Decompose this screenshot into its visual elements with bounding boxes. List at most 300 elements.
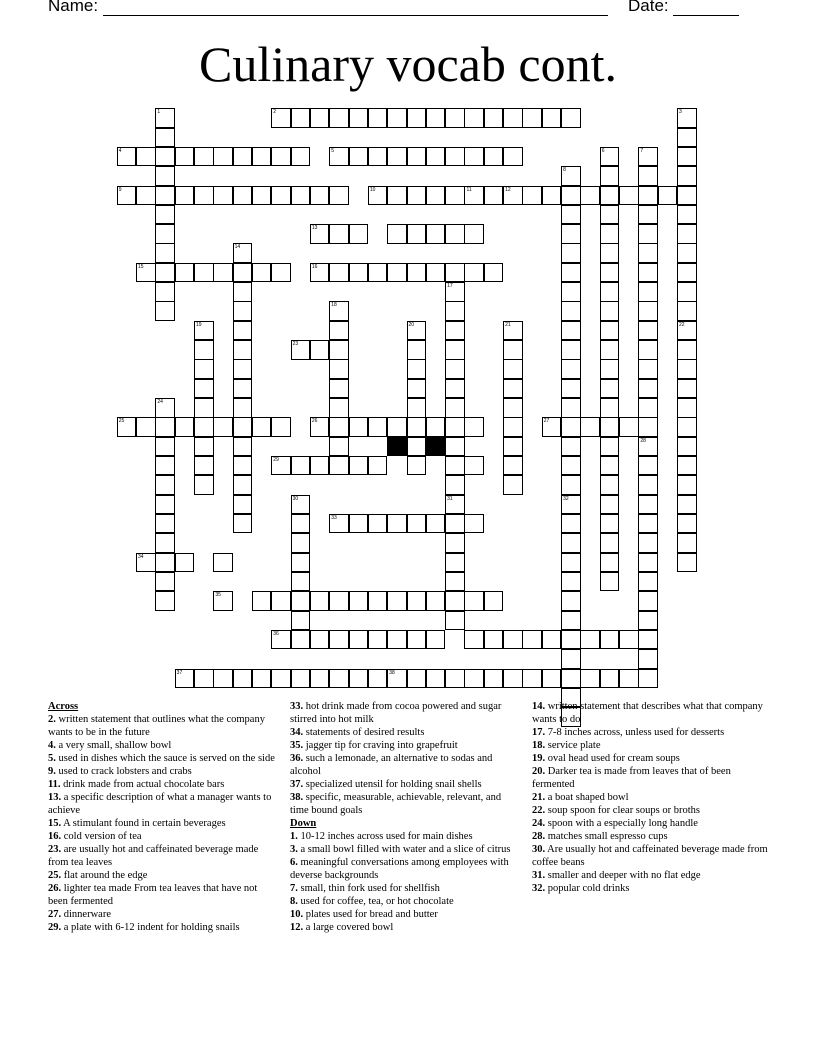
grid-cell[interactable]	[310, 108, 330, 128]
grid-cell[interactable]	[445, 495, 465, 515]
grid-cell[interactable]	[600, 495, 620, 515]
grid-cell[interactable]	[445, 263, 465, 283]
grid-cell[interactable]	[503, 147, 523, 167]
grid-cell[interactable]	[677, 224, 697, 244]
grid-cell[interactable]	[329, 263, 349, 283]
grid-cell[interactable]	[638, 533, 658, 553]
grid-cell[interactable]	[213, 263, 233, 283]
grid-cell[interactable]	[426, 263, 446, 283]
grid-cell[interactable]	[329, 108, 349, 128]
grid-cell[interactable]	[368, 669, 388, 689]
grid-cell[interactable]	[484, 630, 504, 650]
grid-cell[interactable]	[194, 417, 214, 437]
grid-cell[interactable]	[445, 224, 465, 244]
grid-cell[interactable]	[194, 669, 214, 689]
grid-cell[interactable]	[561, 417, 581, 437]
grid-cell[interactable]	[561, 166, 581, 186]
grid-cell[interactable]	[194, 263, 214, 283]
grid-cell[interactable]	[600, 456, 620, 476]
grid-cell[interactable]	[155, 417, 175, 437]
grid-cell[interactable]	[561, 630, 581, 650]
grid-cell[interactable]	[349, 224, 369, 244]
grid-cell[interactable]	[484, 108, 504, 128]
grid-cell[interactable]	[155, 514, 175, 534]
grid-cell[interactable]	[561, 669, 581, 689]
grid-cell[interactable]	[407, 186, 427, 206]
grid-cell[interactable]	[600, 553, 620, 573]
grid-cell[interactable]	[542, 108, 562, 128]
grid-cell[interactable]	[368, 591, 388, 611]
grid-cell[interactable]	[638, 282, 658, 302]
grid-cell[interactable]	[233, 417, 253, 437]
grid-cell[interactable]	[503, 359, 523, 379]
grid-cell[interactable]	[638, 301, 658, 321]
grid-cell[interactable]	[194, 398, 214, 418]
grid-cell[interactable]	[600, 630, 620, 650]
grid-cell[interactable]	[194, 359, 214, 379]
grid-cell[interactable]	[252, 186, 272, 206]
grid-cell[interactable]	[117, 186, 137, 206]
grid-cell[interactable]	[503, 456, 523, 476]
grid-cell[interactable]	[426, 591, 446, 611]
grid-cell[interactable]	[407, 263, 427, 283]
grid-cell[interactable]	[638, 205, 658, 225]
grid-cell[interactable]	[291, 186, 311, 206]
grid-cell[interactable]	[503, 108, 523, 128]
grid-cell[interactable]	[407, 359, 427, 379]
grid-cell[interactable]	[600, 186, 620, 206]
grid-cell[interactable]	[213, 669, 233, 689]
grid-cell[interactable]	[387, 224, 407, 244]
grid-cell[interactable]	[194, 147, 214, 167]
grid-cell[interactable]	[503, 669, 523, 689]
grid-cell[interactable]	[484, 669, 504, 689]
grid-cell[interactable]	[503, 630, 523, 650]
grid-cell[interactable]	[426, 630, 446, 650]
grid-cell[interactable]	[561, 572, 581, 592]
grid-cell[interactable]	[252, 417, 272, 437]
grid-cell[interactable]	[213, 417, 233, 437]
grid-cell[interactable]	[387, 591, 407, 611]
grid-cell[interactable]	[677, 340, 697, 360]
grid-cell[interactable]	[561, 108, 581, 128]
grid-cell[interactable]	[561, 301, 581, 321]
grid-cell[interactable]	[117, 417, 137, 437]
grid-cell[interactable]	[291, 572, 311, 592]
grid-cell[interactable]	[600, 166, 620, 186]
grid-cell[interactable]	[349, 456, 369, 476]
grid-cell[interactable]	[329, 591, 349, 611]
grid-cell[interactable]	[464, 514, 484, 534]
grid-cell[interactable]	[503, 475, 523, 495]
grid-cell[interactable]	[252, 147, 272, 167]
grid-cell[interactable]	[271, 417, 291, 437]
grid-cell[interactable]	[387, 108, 407, 128]
grid-cell[interactable]	[503, 398, 523, 418]
grid-cell[interactable]	[600, 301, 620, 321]
grid-cell[interactable]	[561, 475, 581, 495]
grid-cell[interactable]	[426, 417, 446, 437]
grid-cell[interactable]	[677, 301, 697, 321]
grid-cell[interactable]	[638, 340, 658, 360]
grid-cell[interactable]	[175, 417, 195, 437]
grid-cell[interactable]	[233, 398, 253, 418]
grid-cell[interactable]	[291, 456, 311, 476]
grid-cell[interactable]	[136, 417, 156, 437]
grid-cell[interactable]	[445, 147, 465, 167]
grid-cell[interactable]	[638, 514, 658, 534]
grid-cell[interactable]	[387, 417, 407, 437]
grid-cell[interactable]	[194, 475, 214, 495]
grid-cell[interactable]	[445, 611, 465, 631]
grid-cell[interactable]	[155, 224, 175, 244]
grid-cell[interactable]	[136, 263, 156, 283]
grid-cell[interactable]	[638, 649, 658, 669]
grid-cell[interactable]	[349, 591, 369, 611]
grid-cell[interactable]	[503, 379, 523, 399]
grid-cell[interactable]	[445, 572, 465, 592]
grid-cell[interactable]	[561, 398, 581, 418]
grid-cell[interactable]	[677, 398, 697, 418]
grid-cell[interactable]	[136, 147, 156, 167]
grid-cell[interactable]	[542, 186, 562, 206]
grid-cell[interactable]	[310, 340, 330, 360]
grid-cell[interactable]	[445, 398, 465, 418]
grid-cell[interactable]	[233, 456, 253, 476]
grid-cell[interactable]	[233, 669, 253, 689]
grid-cell[interactable]	[194, 321, 214, 341]
grid-cell[interactable]	[368, 108, 388, 128]
grid-cell[interactable]	[271, 186, 291, 206]
grid-cell[interactable]	[252, 669, 272, 689]
grid-cell[interactable]	[233, 379, 253, 399]
grid-cell[interactable]	[600, 224, 620, 244]
grid-cell[interactable]	[233, 147, 253, 167]
grid-cell[interactable]	[600, 321, 620, 341]
grid-cell[interactable]	[175, 669, 195, 689]
grid-cell[interactable]	[291, 533, 311, 553]
grid-cell[interactable]	[329, 224, 349, 244]
grid-cell[interactable]	[291, 669, 311, 689]
grid-cell[interactable]	[619, 186, 639, 206]
grid-cell[interactable]	[155, 456, 175, 476]
grid-cell[interactable]	[561, 340, 581, 360]
grid-cell[interactable]	[619, 417, 639, 437]
grid-cell[interactable]	[329, 437, 349, 457]
grid-cell[interactable]	[580, 630, 600, 650]
grid-cell[interactable]	[445, 379, 465, 399]
grid-cell[interactable]	[194, 340, 214, 360]
grid-cell[interactable]	[464, 263, 484, 283]
grid-cell[interactable]	[677, 514, 697, 534]
grid-cell[interactable]	[387, 147, 407, 167]
grid-cell[interactable]	[445, 186, 465, 206]
grid-cell[interactable]	[580, 669, 600, 689]
grid-cell[interactable]	[155, 243, 175, 263]
grid-cell[interactable]	[291, 495, 311, 515]
grid-cell[interactable]	[600, 205, 620, 225]
grid-cell[interactable]	[155, 263, 175, 283]
grid-cell[interactable]	[445, 475, 465, 495]
grid-cell[interactable]	[329, 417, 349, 437]
grid-cell[interactable]	[445, 591, 465, 611]
grid-cell[interactable]	[175, 263, 195, 283]
grid-cell[interactable]	[407, 321, 427, 341]
grid-cell[interactable]	[561, 321, 581, 341]
grid-cell[interactable]	[368, 514, 388, 534]
grid-cell[interactable]	[464, 669, 484, 689]
grid-cell[interactable]	[503, 340, 523, 360]
grid-cell[interactable]	[407, 108, 427, 128]
grid-cell[interactable]	[233, 321, 253, 341]
grid-cell[interactable]	[407, 456, 427, 476]
grid-cell[interactable]	[561, 437, 581, 457]
grid-cell[interactable]	[677, 205, 697, 225]
grid-cell[interactable]	[349, 514, 369, 534]
grid-cell[interactable]	[561, 263, 581, 283]
grid-cell[interactable]	[619, 669, 639, 689]
grid-cell[interactable]	[155, 166, 175, 186]
grid-cell[interactable]	[503, 321, 523, 341]
grid-cell[interactable]	[677, 128, 697, 148]
grid-cell[interactable]	[155, 398, 175, 418]
grid-cell[interactable]	[407, 417, 427, 437]
grid-cell[interactable]	[387, 186, 407, 206]
grid-cell[interactable]	[368, 186, 388, 206]
grid-cell[interactable]	[155, 591, 175, 611]
grid-cell[interactable]	[387, 514, 407, 534]
grid-cell[interactable]	[638, 475, 658, 495]
grid-cell[interactable]	[233, 263, 253, 283]
grid-cell[interactable]	[329, 301, 349, 321]
grid-cell[interactable]	[426, 514, 446, 534]
grid-cell[interactable]	[407, 630, 427, 650]
grid-cell[interactable]	[638, 147, 658, 167]
grid-cell[interactable]	[677, 166, 697, 186]
grid-cell[interactable]	[561, 553, 581, 573]
grid-cell[interactable]	[677, 553, 697, 573]
grid-cell[interactable]	[484, 263, 504, 283]
grid-cell[interactable]	[291, 108, 311, 128]
grid-cell[interactable]	[522, 108, 542, 128]
grid-cell[interactable]	[677, 359, 697, 379]
grid-cell[interactable]	[445, 456, 465, 476]
grid-cell[interactable]	[349, 630, 369, 650]
grid-cell[interactable]	[426, 147, 446, 167]
grid-cell[interactable]	[407, 437, 427, 457]
grid-cell[interactable]	[561, 514, 581, 534]
grid-cell[interactable]	[638, 572, 658, 592]
grid-cell[interactable]	[213, 553, 233, 573]
grid-cell[interactable]	[155, 205, 175, 225]
grid-cell[interactable]	[638, 379, 658, 399]
grid-cell[interactable]	[310, 417, 330, 437]
grid-cell[interactable]	[638, 263, 658, 283]
grid-cell[interactable]	[329, 147, 349, 167]
grid-cell[interactable]	[407, 379, 427, 399]
grid-cell[interactable]	[329, 630, 349, 650]
grid-cell[interactable]	[368, 456, 388, 476]
grid-cell[interactable]	[445, 340, 465, 360]
grid-cell[interactable]	[233, 359, 253, 379]
grid-cell[interactable]	[600, 359, 620, 379]
grid-cell[interactable]	[291, 340, 311, 360]
grid-cell[interactable]	[561, 282, 581, 302]
grid-cell[interactable]	[329, 398, 349, 418]
grid-cell[interactable]	[464, 630, 484, 650]
grid-cell[interactable]	[233, 475, 253, 495]
grid-cell[interactable]	[271, 591, 291, 611]
grid-cell[interactable]	[407, 224, 427, 244]
grid-cell[interactable]	[155, 533, 175, 553]
grid-cell[interactable]	[600, 533, 620, 553]
grid-cell[interactable]	[213, 147, 233, 167]
grid-cell[interactable]	[155, 495, 175, 515]
grid-cell[interactable]	[445, 108, 465, 128]
grid-cell[interactable]	[445, 437, 465, 457]
grid-cell[interactable]	[600, 147, 620, 167]
grid-cell[interactable]	[600, 398, 620, 418]
grid-cell[interactable]	[136, 553, 156, 573]
grid-cell[interactable]	[155, 572, 175, 592]
grid-cell[interactable]	[175, 186, 195, 206]
grid-cell[interactable]	[310, 669, 330, 689]
grid-cell[interactable]	[233, 243, 253, 263]
grid-cell[interactable]	[291, 591, 311, 611]
grid-cell[interactable]	[368, 630, 388, 650]
grid-cell[interactable]	[213, 186, 233, 206]
grid-cell[interactable]	[117, 147, 137, 167]
grid-cell[interactable]	[271, 456, 291, 476]
grid-cell[interactable]	[233, 340, 253, 360]
grid-cell[interactable]	[464, 417, 484, 437]
grid-cell[interactable]	[194, 437, 214, 457]
grid-cell[interactable]	[677, 186, 697, 206]
grid-cell[interactable]	[252, 591, 272, 611]
grid-cell[interactable]	[445, 321, 465, 341]
grid-cell[interactable]	[329, 340, 349, 360]
grid-cell[interactable]	[600, 379, 620, 399]
grid-cell[interactable]	[464, 591, 484, 611]
grid-cell[interactable]	[368, 147, 388, 167]
grid-cell[interactable]	[542, 630, 562, 650]
grid-cell[interactable]	[445, 282, 465, 302]
grid-cell[interactable]	[426, 186, 446, 206]
grid-cell[interactable]	[194, 379, 214, 399]
grid-cell[interactable]	[291, 630, 311, 650]
grid-cell[interactable]	[561, 186, 581, 206]
grid-cell[interactable]	[638, 611, 658, 631]
grid-cell[interactable]	[445, 669, 465, 689]
grid-cell[interactable]	[522, 186, 542, 206]
grid-cell[interactable]	[155, 301, 175, 321]
grid-cell[interactable]	[464, 186, 484, 206]
grid-cell[interactable]	[561, 379, 581, 399]
grid-cell[interactable]	[638, 669, 658, 689]
grid-cell[interactable]	[387, 630, 407, 650]
grid-cell[interactable]	[155, 475, 175, 495]
grid-cell[interactable]	[638, 495, 658, 515]
grid-cell[interactable]	[426, 669, 446, 689]
grid-cell[interactable]	[561, 456, 581, 476]
grid-cell[interactable]	[175, 147, 195, 167]
grid-cell[interactable]	[600, 572, 620, 592]
grid-cell[interactable]	[464, 108, 484, 128]
grid-cell[interactable]	[233, 186, 253, 206]
grid-cell[interactable]	[561, 591, 581, 611]
grid-cell[interactable]	[561, 359, 581, 379]
grid-cell[interactable]	[194, 456, 214, 476]
grid-cell[interactable]	[638, 630, 658, 650]
grid-cell[interactable]	[349, 263, 369, 283]
grid-cell[interactable]	[561, 224, 581, 244]
grid-cell[interactable]	[638, 243, 658, 263]
grid-cell[interactable]	[252, 263, 272, 283]
grid-cell[interactable]	[600, 282, 620, 302]
grid-cell[interactable]	[638, 591, 658, 611]
grid-cell[interactable]	[464, 224, 484, 244]
grid-cell[interactable]	[445, 417, 465, 437]
grid-cell[interactable]	[291, 553, 311, 573]
grid-cell[interactable]	[445, 553, 465, 573]
grid-cell[interactable]	[677, 495, 697, 515]
grid-cell[interactable]	[407, 340, 427, 360]
grid-cell[interactable]	[464, 147, 484, 167]
grid-cell[interactable]	[503, 186, 523, 206]
grid-cell[interactable]	[349, 669, 369, 689]
grid-cell[interactable]	[542, 417, 562, 437]
grid-cell[interactable]	[426, 108, 446, 128]
grid-cell[interactable]	[310, 224, 330, 244]
grid-cell[interactable]	[233, 514, 253, 534]
grid-cell[interactable]	[194, 186, 214, 206]
grid-cell[interactable]	[677, 321, 697, 341]
grid-cell[interactable]	[233, 282, 253, 302]
grid-cell[interactable]	[310, 456, 330, 476]
grid-cell[interactable]	[136, 186, 156, 206]
grid-cell[interactable]	[233, 301, 253, 321]
grid-cell[interactable]	[677, 533, 697, 553]
grid-cell[interactable]	[407, 514, 427, 534]
grid-cell[interactable]	[580, 417, 600, 437]
grid-cell[interactable]	[677, 456, 697, 476]
grid-cell[interactable]	[600, 263, 620, 283]
grid-cell[interactable]	[677, 243, 697, 263]
grid-cell[interactable]	[580, 186, 600, 206]
grid-cell[interactable]	[484, 186, 504, 206]
grid-cell[interactable]	[600, 669, 620, 689]
grid-cell[interactable]	[329, 186, 349, 206]
grid-cell[interactable]	[407, 147, 427, 167]
grid-cell[interactable]	[155, 282, 175, 302]
grid-cell[interactable]	[329, 359, 349, 379]
grid-cell[interactable]	[155, 553, 175, 573]
grid-cell[interactable]	[349, 147, 369, 167]
grid-cell[interactable]	[600, 514, 620, 534]
grid-cell[interactable]	[175, 553, 195, 573]
grid-cell[interactable]	[677, 263, 697, 283]
grid-cell[interactable]	[155, 128, 175, 148]
grid-cell[interactable]	[445, 359, 465, 379]
grid-cell[interactable]	[561, 649, 581, 669]
grid-cell[interactable]	[155, 147, 175, 167]
grid-cell[interactable]	[677, 108, 697, 128]
grid-cell[interactable]	[638, 398, 658, 418]
grid-cell[interactable]	[426, 224, 446, 244]
grid-cell[interactable]	[329, 321, 349, 341]
grid-cell[interactable]	[638, 224, 658, 244]
grid-cell[interactable]	[561, 205, 581, 225]
